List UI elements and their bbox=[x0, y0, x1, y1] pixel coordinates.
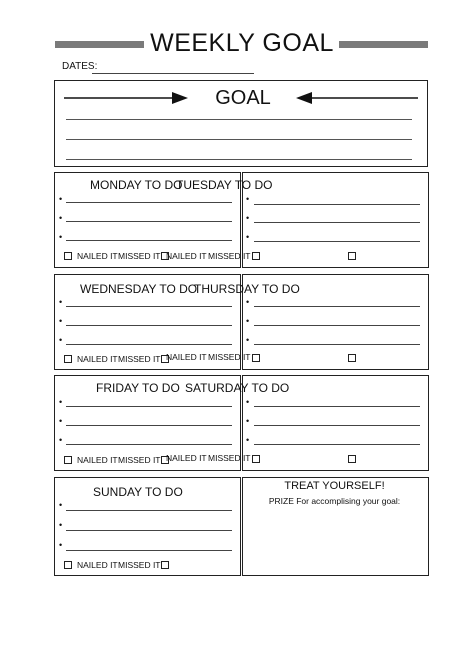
bullet-icon: • bbox=[246, 316, 250, 326]
bullet-icon: • bbox=[59, 540, 63, 550]
thursday-title: THURSDAY TO DO bbox=[194, 282, 300, 296]
sunday-title: SUNDAY TO DO bbox=[93, 485, 183, 499]
friday-missed-label: MISSED IT bbox=[118, 455, 161, 465]
wednesday-task-line[interactable] bbox=[66, 344, 232, 345]
sunday-nailed-checkbox[interactable] bbox=[64, 561, 72, 569]
bullet-icon: • bbox=[59, 500, 63, 510]
thursday-nailed-label: NAILED IT bbox=[166, 352, 207, 362]
wednesday-nailed-checkbox[interactable] bbox=[64, 355, 72, 363]
thursday-task-line[interactable] bbox=[254, 306, 420, 307]
bullet-icon: • bbox=[246, 194, 250, 204]
bullet-icon: • bbox=[246, 213, 250, 223]
monday-title: MONDAY TO DO bbox=[90, 178, 183, 192]
monday-task-line[interactable] bbox=[66, 202, 232, 203]
sunday-nailed-label: NAILED IT bbox=[77, 560, 118, 570]
monday-task-line[interactable] bbox=[66, 240, 232, 241]
goal-title: GOAL bbox=[215, 87, 271, 109]
monday-missed-label: MISSED IT bbox=[118, 251, 161, 261]
title-bar-right bbox=[339, 41, 428, 48]
friday-task-line[interactable] bbox=[66, 444, 232, 445]
prize-label: PRIZE For accomplising your goal: bbox=[268, 496, 401, 506]
bullet-icon: • bbox=[59, 435, 63, 445]
sunday-missed-label: MISSED IT bbox=[118, 560, 161, 570]
friday-task-line[interactable] bbox=[66, 425, 232, 426]
bullet-icon: • bbox=[246, 335, 250, 345]
goal-line[interactable] bbox=[66, 159, 412, 160]
saturday-task-line[interactable] bbox=[254, 444, 420, 445]
saturday-task-line[interactable] bbox=[254, 425, 420, 426]
saturday-task-line[interactable] bbox=[254, 406, 420, 407]
wednesday-title: WEDNESDAY TO DO bbox=[80, 282, 198, 296]
wednesday-task-line[interactable] bbox=[66, 306, 232, 307]
tuesday-missed-checkbox[interactable] bbox=[348, 252, 356, 260]
saturday-missed-checkbox[interactable] bbox=[348, 455, 356, 463]
friday-task-line[interactable] bbox=[66, 406, 232, 407]
bullet-icon: • bbox=[59, 316, 63, 326]
saturday-nailed-checkbox[interactable] bbox=[252, 455, 260, 463]
tuesday-task-line[interactable] bbox=[254, 241, 420, 242]
bullet-icon: • bbox=[59, 232, 63, 242]
treat-title: TREAT YOURSELF! bbox=[284, 480, 385, 492]
bullet-icon: • bbox=[246, 232, 250, 242]
bullet-icon: • bbox=[59, 297, 63, 307]
tuesday-task-line[interactable] bbox=[254, 204, 420, 205]
dates-label: DATES: bbox=[62, 61, 98, 72]
tuesday-nailed-checkbox[interactable] bbox=[252, 252, 260, 260]
tuesday-missed-label: MISSED IT bbox=[208, 251, 251, 261]
sunday-missed-checkbox[interactable] bbox=[161, 561, 169, 569]
friday-title: FRIDAY TO DO bbox=[96, 381, 180, 395]
page-title: WEEKLY GOAL bbox=[150, 29, 334, 57]
thursday-missed-checkbox[interactable] bbox=[348, 354, 356, 362]
sunday-task-line[interactable] bbox=[66, 510, 232, 511]
bullet-icon: • bbox=[246, 435, 250, 445]
friday-nailed-checkbox[interactable] bbox=[64, 456, 72, 464]
goal-line[interactable] bbox=[66, 139, 412, 140]
tuesday-nailed-label: NAILED IT bbox=[166, 251, 207, 261]
friday-nailed-label: NAILED IT bbox=[77, 455, 118, 465]
title-bar-left bbox=[55, 41, 144, 48]
thursday-nailed-checkbox[interactable] bbox=[252, 354, 260, 362]
goal-line[interactable] bbox=[66, 119, 412, 120]
bullet-icon: • bbox=[59, 213, 63, 223]
monday-nailed-label: NAILED IT bbox=[77, 251, 118, 261]
thursday-missed-label: MISSED IT bbox=[208, 352, 251, 362]
tuesday-task-line[interactable] bbox=[254, 222, 420, 223]
bullet-icon: • bbox=[59, 397, 63, 407]
sunday-task-line[interactable] bbox=[66, 550, 232, 551]
sunday-task-line[interactable] bbox=[66, 530, 232, 531]
saturday-nailed-label: NAILED IT bbox=[166, 453, 207, 463]
wednesday-nailed-label: NAILED IT bbox=[77, 354, 118, 364]
saturday-missed-label: MISSED IT bbox=[208, 453, 251, 463]
monday-nailed-checkbox[interactable] bbox=[64, 252, 72, 260]
bullet-icon: • bbox=[59, 520, 63, 530]
bullet-icon: • bbox=[246, 397, 250, 407]
dates-field[interactable] bbox=[92, 73, 254, 74]
wednesday-missed-label: MISSED IT bbox=[118, 354, 161, 364]
thursday-task-line[interactable] bbox=[254, 325, 420, 326]
thursday-task-line[interactable] bbox=[254, 344, 420, 345]
arrow-left-icon bbox=[292, 90, 422, 106]
bullet-icon: • bbox=[59, 416, 63, 426]
tuesday-title: TUESDAY TO DO bbox=[176, 178, 273, 192]
wednesday-task-line[interactable] bbox=[66, 325, 232, 326]
bullet-icon: • bbox=[59, 335, 63, 345]
monday-task-line[interactable] bbox=[66, 221, 232, 222]
bullet-icon: • bbox=[246, 297, 250, 307]
bullet-icon: • bbox=[246, 416, 250, 426]
arrow-right-icon bbox=[62, 90, 192, 106]
saturday-title: SATURDAY TO DO bbox=[185, 381, 290, 395]
bullet-icon: • bbox=[59, 194, 63, 204]
